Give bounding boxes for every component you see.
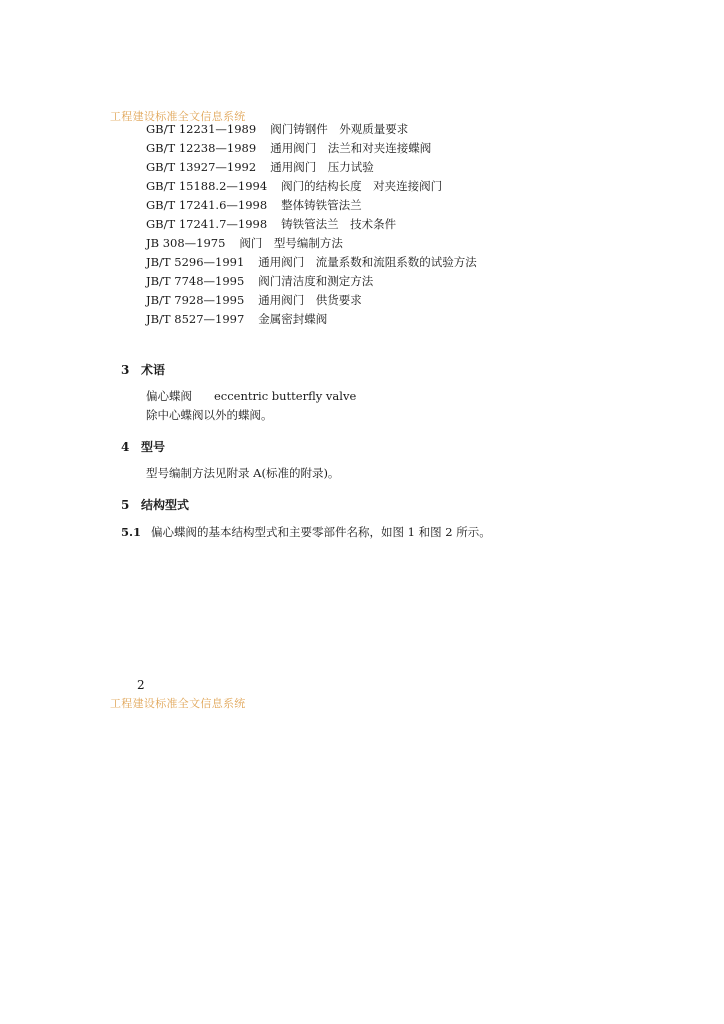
reference-code: GB/T 13927—1992 [146, 160, 257, 174]
reference-item [146, 139, 546, 158]
reference-title: 阀门清洁度和测定方法 [258, 274, 374, 288]
reference-code: GB/T 17241.6—1998 [146, 198, 268, 212]
reference-item [146, 234, 546, 253]
clause-5-1 [121, 522, 491, 542]
reference-code: GB/T 12231—1989 [146, 122, 257, 136]
page-number: 2 [137, 678, 145, 692]
section-number: 4 [121, 440, 130, 454]
section-title: 结构型式 [141, 498, 190, 512]
reference-item [146, 215, 546, 234]
term-definition: 除中心蝶阀以外的蝶阀。 [146, 408, 273, 422]
reference-item [146, 291, 546, 310]
reference-title: 阀门铸钢件 外观质量要求 [270, 122, 409, 136]
section-number: 3 [121, 363, 130, 377]
reference-title: 阀门的结构长度 对夹连接阀门 [281, 179, 443, 193]
reference-item [146, 120, 546, 139]
reference-title: 阀门 型号编制方法 [239, 236, 343, 250]
reference-code: GB/T 17241.7—1998 [146, 217, 268, 231]
term-english: eccentric butterfly valve [214, 389, 357, 403]
reference-code: JB/T 8527—1997 [146, 312, 245, 326]
reference-item [146, 272, 546, 291]
reference-code: GB/T 12238—1989 [146, 141, 257, 155]
watermark-bottom: 工程建设标准全文信息系统 [110, 697, 246, 710]
normative-references-list [146, 120, 546, 329]
reference-item [146, 253, 546, 272]
term-entry [146, 387, 356, 406]
reference-title: 通用阀门 法兰和对夹连接蝶阀 [270, 141, 432, 155]
section-heading-model [121, 438, 165, 455]
watermark-top: 工程建设标准全文信息系统 [110, 110, 246, 123]
model-paragraph: 型号编制方法见附录 A(标准的附录)。 [146, 466, 340, 480]
reference-title: 整体铸铁管法兰 [281, 198, 362, 212]
section-heading-terms [121, 361, 165, 378]
clause-text: 偏心蝶阀的基本结构型式和主要零部件名称，如图 1 和图 2 所示。 [151, 525, 491, 539]
reference-code: GB/T 15188.2—1994 [146, 179, 268, 193]
reference-item [146, 310, 546, 329]
reference-code: JB 308—1975 [146, 236, 226, 250]
reference-title: 通用阀门 流量系数和流阻系数的试验方法 [258, 255, 477, 269]
reference-title: 通用阀门 压力试验 [270, 160, 374, 174]
reference-item [146, 196, 546, 215]
section-number: 5 [121, 498, 130, 512]
reference-title: 铸铁管法兰 技术条件 [281, 217, 397, 231]
section-title: 型号 [141, 440, 166, 454]
term-chinese: 偏心蝶阀 [146, 389, 192, 403]
reference-item [146, 158, 546, 177]
reference-item [146, 177, 546, 196]
reference-code: JB/T 7928—1995 [146, 293, 245, 307]
section-heading-structure [121, 496, 189, 513]
reference-code: JB/T 5296—1991 [146, 255, 245, 269]
clause-number: 5.1 [121, 525, 142, 539]
reference-title: 通用阀门 供货要求 [258, 293, 362, 307]
reference-title: 金属密封蝶阀 [258, 312, 328, 326]
section-title: 术语 [141, 363, 166, 377]
reference-code: JB/T 7748—1995 [146, 274, 245, 288]
